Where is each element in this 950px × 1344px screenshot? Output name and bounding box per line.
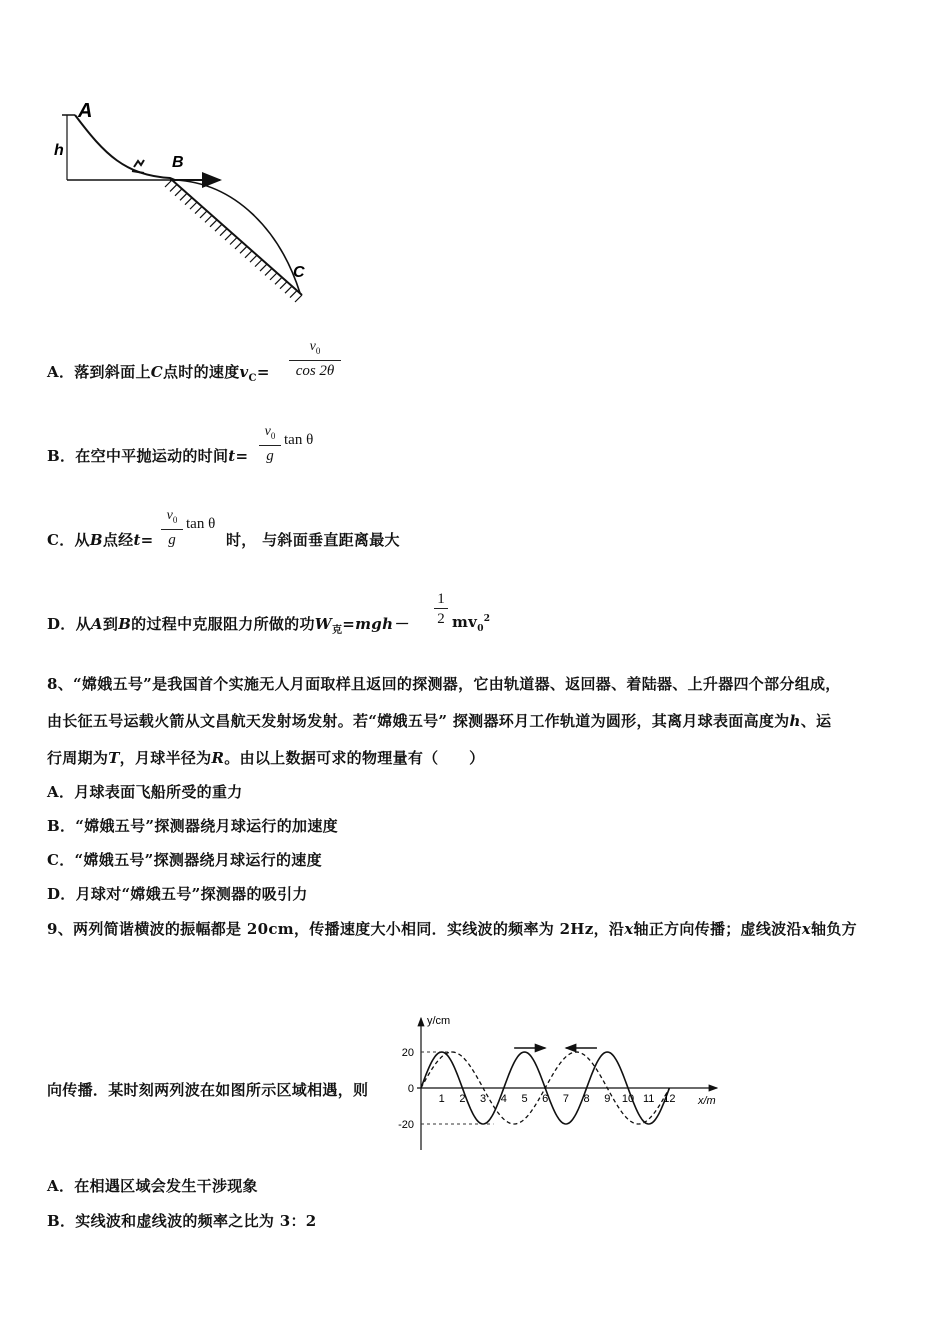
hatch-mark bbox=[210, 220, 217, 227]
hatch-mark bbox=[285, 286, 292, 293]
hatch-mark bbox=[235, 242, 242, 249]
label-h: h bbox=[54, 142, 64, 159]
hatch-mark bbox=[185, 198, 192, 205]
x-tick-label: 8 bbox=[583, 1093, 590, 1105]
hatch-mark bbox=[295, 295, 302, 302]
q7-option-b[interactable] bbox=[47, 445, 248, 466]
label-c: C bbox=[293, 264, 305, 281]
q7-d-var-a: A bbox=[90, 615, 103, 633]
q7-c-suffix: 时， 与斜面垂直距离最大 bbox=[226, 531, 400, 549]
q7-a-sym: v bbox=[239, 363, 249, 381]
q7-b-prefix: B．在空中平抛运动的时间 bbox=[47, 447, 229, 465]
q7-d-var-b: B bbox=[118, 615, 132, 633]
q7-d-mid1: 到 bbox=[102, 615, 119, 633]
y-axis-label: y/cm bbox=[427, 1015, 451, 1027]
q8-option-d[interactable]: D．月球对“嫦娥五号”探测器的吸引力 bbox=[47, 885, 308, 903]
hatch-mark bbox=[170, 184, 177, 191]
hatch-mark bbox=[190, 202, 197, 209]
q7-a-sub: C bbox=[248, 373, 257, 384]
q9-option-a[interactable]: A．在相遇区域会发生干涉现象 bbox=[47, 1177, 258, 1195]
q7-b-sym: t bbox=[228, 447, 236, 465]
incline-diagram bbox=[50, 95, 340, 305]
q7-d-eq: =mgh－ bbox=[342, 615, 409, 633]
q8-option-c[interactable]: C．“嫦娥五号”探测器绕月球运行的速度 bbox=[47, 851, 322, 869]
hatch-mark bbox=[280, 282, 287, 289]
q7-b-fraction: $v_0$ g bbox=[259, 423, 281, 466]
q7-b-eq: = bbox=[235, 447, 249, 465]
skier-icon bbox=[132, 160, 144, 173]
q7-c-prefix: C．从 bbox=[47, 531, 90, 549]
q9-line1: 9、两列简谐横波的振幅都是 20cm，传播速度大小相同．实线波的频率为 2Hz，沿x轴正方向传播；虚线波沿x轴负方 bbox=[47, 920, 857, 938]
q7-a-mid: 点时的速度 bbox=[163, 363, 240, 381]
q7-b-tan: tan θ bbox=[284, 432, 314, 448]
q9-option-b[interactable]: B．实线波和虚线波的频率之比为 3：2 bbox=[47, 1212, 317, 1230]
q7-d-fraction: 1 2 bbox=[434, 590, 448, 629]
q8-line3: 行周期为T，月球半径为R。由以上数据可求的物理量有（ ） bbox=[47, 749, 485, 767]
q7-d-sub: 克 bbox=[331, 625, 343, 636]
hatch-mark bbox=[165, 180, 172, 187]
x-tick-label: 1 bbox=[438, 1093, 445, 1105]
x-tick-label: 11 bbox=[642, 1093, 655, 1105]
slide-curve-ab bbox=[75, 115, 175, 180]
hatch-mark bbox=[200, 211, 207, 218]
hatch-mark bbox=[195, 207, 202, 214]
hatch-mark bbox=[205, 215, 212, 222]
q7-c-eq: = bbox=[140, 531, 154, 549]
x-tick-label: 3 bbox=[480, 1093, 487, 1105]
q7-a-prefix: A．落到斜面上 bbox=[47, 363, 151, 381]
q7-d-prefix: D．从 bbox=[47, 615, 91, 633]
q9-line2: 向传播．某时刻两列波在如图所示区域相遇，则 bbox=[47, 1081, 369, 1099]
q7-c-sym: t bbox=[133, 531, 141, 549]
x-tick-label: 10 bbox=[621, 1093, 635, 1105]
hatch-mark bbox=[255, 260, 262, 267]
hatch-mark bbox=[260, 264, 267, 271]
x-axis-label: x/m bbox=[698, 1095, 716, 1107]
x-tick-label: 12 bbox=[663, 1093, 676, 1105]
label-a: A bbox=[78, 100, 93, 122]
hatch-mark bbox=[250, 255, 257, 262]
x-tick-label: 9 bbox=[604, 1093, 611, 1105]
wave-chart bbox=[385, 1010, 730, 1155]
q7-c-mid: 点经 bbox=[102, 531, 134, 549]
q7-option-c-start[interactable] bbox=[47, 529, 154, 550]
hatch-mark bbox=[275, 277, 282, 284]
q7-a-var: C bbox=[150, 363, 163, 381]
hatch-mark bbox=[240, 246, 247, 253]
label-b: B bbox=[172, 154, 184, 171]
q8-line1: 8、“嫦娥五号”是我国首个实施无人月面取样且返回的探测器，它由轨道器、返回器、着陆器、上升器四个部分组成， bbox=[47, 675, 841, 693]
hatch-mark bbox=[230, 238, 237, 245]
y-tick-label: -20 bbox=[398, 1119, 414, 1131]
q7-a-fraction: $v_0$ cos 2θ bbox=[289, 338, 341, 381]
x-tick-label: 4 bbox=[500, 1093, 507, 1105]
hatch-mark bbox=[290, 291, 297, 298]
q7-d-mid2: 的过程中克服阻力所做的功 bbox=[131, 615, 315, 633]
q7-option-d-start[interactable] bbox=[47, 613, 409, 636]
q8-option-a[interactable]: A．月球表面飞船所受的重力 bbox=[47, 783, 243, 801]
q7-option-a[interactable] bbox=[47, 361, 270, 384]
q7-a-eq: = bbox=[256, 363, 270, 381]
hatch-mark bbox=[225, 233, 232, 240]
q7-d-mv: $mv_0^2$ bbox=[452, 613, 491, 634]
hatch-mark bbox=[180, 193, 187, 200]
y-tick-label: 20 bbox=[401, 1047, 414, 1059]
x-tick-label: 5 bbox=[521, 1093, 528, 1105]
y-tick-label: 0 bbox=[407, 1083, 414, 1095]
q7-c-var: B bbox=[89, 531, 103, 549]
x-tick-label: 7 bbox=[562, 1093, 569, 1105]
hatch-mark bbox=[245, 251, 252, 258]
hatch-mark bbox=[175, 189, 182, 196]
x-tick-label: 2 bbox=[459, 1093, 466, 1105]
q7-d-sym: W bbox=[314, 615, 332, 633]
hatch-mark bbox=[215, 224, 222, 231]
q7-c-tan: tan θ bbox=[186, 516, 216, 532]
x-tick-label: 6 bbox=[542, 1093, 549, 1105]
hatch-mark bbox=[270, 273, 277, 280]
q7-c-fraction: $v_0$ g bbox=[161, 507, 183, 550]
hatch-mark bbox=[220, 229, 227, 236]
q8-line2: 由长征五号运载火箭从文昌航天发射场发射。若“嫦娥五号” 探测器环月工作轨道为圆形，其离月球表面高度为h、运 bbox=[47, 712, 832, 730]
q8-option-b[interactable]: B．“嫦娥五号”探测器绕月球运行的加速度 bbox=[47, 817, 338, 835]
hatch-mark bbox=[265, 268, 272, 275]
